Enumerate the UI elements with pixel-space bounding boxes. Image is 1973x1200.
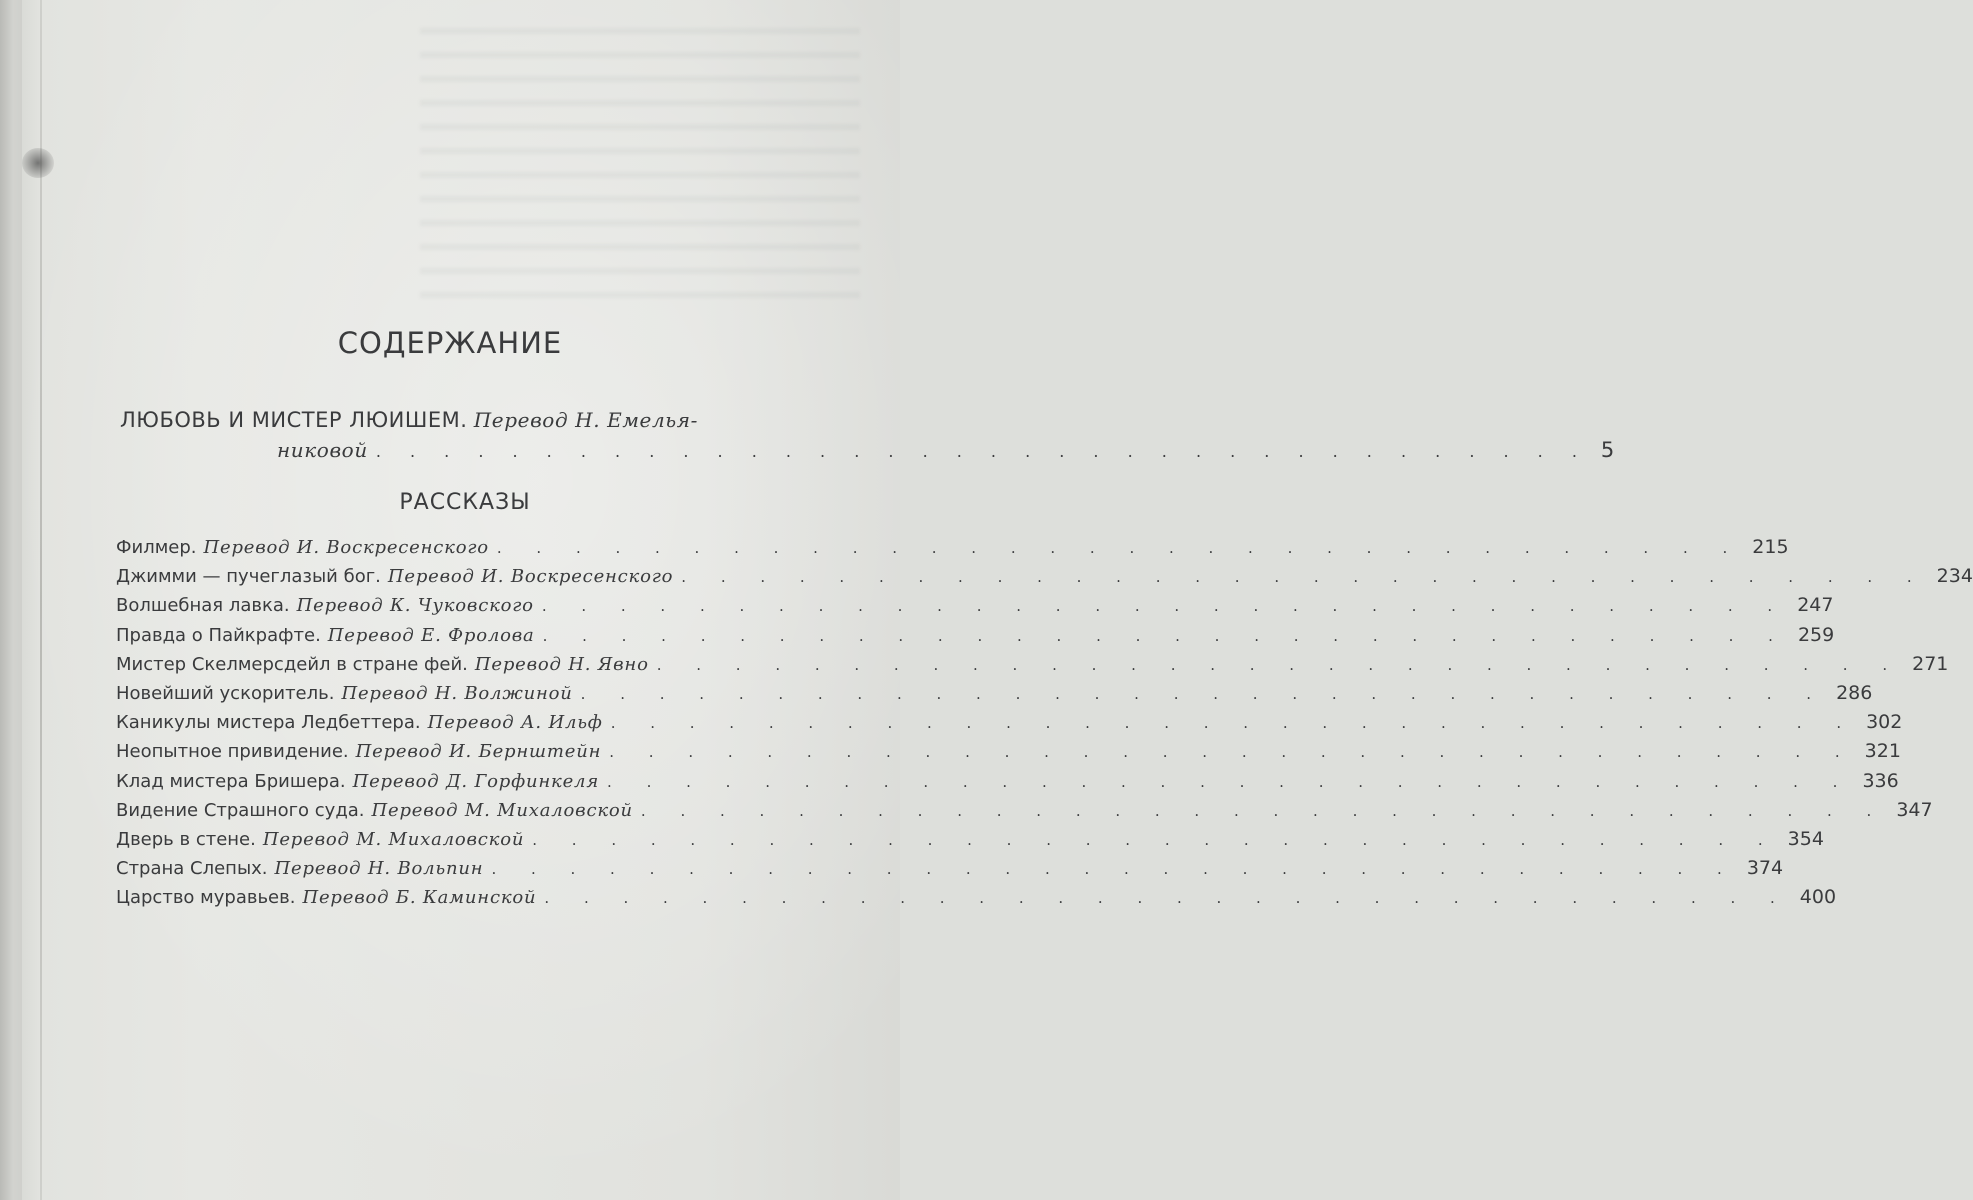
book-spine bbox=[0, 0, 22, 1200]
story-title: Волшебная лавка. bbox=[116, 595, 290, 617]
list-item bbox=[116, 798, 1933, 828]
story-title: Видение Страшного суда. bbox=[116, 799, 365, 821]
story-page: 374 bbox=[1746, 857, 1784, 880]
story-page: 271 bbox=[1912, 652, 1949, 675]
leader-dots: . . . . . . . . . . . . . . . . . . . . . . . . . . . . . . . . bbox=[607, 772, 1853, 791]
story-translator: Перевод И. Воскресенского bbox=[203, 537, 489, 558]
show-through-text bbox=[420, 10, 860, 310]
main-work-line1 bbox=[120, 405, 830, 435]
section-title: РАССКАЗЫ bbox=[399, 490, 531, 515]
story-page: 321 bbox=[1864, 740, 1901, 763]
story-translator: Перевод Б. Каминской bbox=[302, 887, 537, 909]
leader-dots: . . . . . . . . . . . . . . . . . . . . . . . . . . . . . . . . bbox=[580, 684, 1827, 703]
leader-dots: . . . . . . . . . . . . . . . . . . . . . . . . . . . . . . . . bbox=[681, 568, 1927, 587]
list-item bbox=[116, 536, 1789, 565]
list-item bbox=[116, 681, 1873, 711]
main-work-translator-1: Перевод Н. Емелья- bbox=[473, 408, 698, 432]
story-title: Страна Слепых. bbox=[116, 858, 268, 880]
leader-dots: . . . . . . . . . . . . . . . . . . . . . . . . . . . . . . . . bbox=[541, 597, 1788, 616]
list-item bbox=[116, 740, 1901, 769]
main-work-translator-2: никовой bbox=[277, 438, 368, 462]
story-translator: Перевод М. Михаловской bbox=[262, 828, 525, 850]
story-title: Царство муравьев. bbox=[116, 887, 296, 909]
story-page: 247 bbox=[1797, 594, 1834, 617]
leader-dots: . . . . . . . . . . . . . . . . . . . . . . . . . . . . . . . . bbox=[542, 626, 1788, 645]
list-item bbox=[116, 769, 1899, 799]
leader-dots: . . . . . . . . . . . . . . . . . . . . . . . . . . . . . . . . bbox=[640, 801, 1887, 820]
story-translator: Перевод Н. Явно bbox=[474, 653, 649, 675]
story-page: 347 bbox=[1896, 798, 1933, 821]
story-title: Новейший ускоритель. bbox=[116, 682, 335, 704]
list-item bbox=[116, 711, 1903, 740]
list-item bbox=[116, 623, 1835, 653]
main-work-title: ЛЮБОВЬ И МИСТЕР ЛЮИШЕМ. bbox=[120, 408, 468, 432]
leader-dots: . . . . . . . . . . . . . . . . . . . . . . . . . . . . . . . . . . . . bbox=[375, 442, 1589, 461]
leader-dots: . . . . . . . . . . . . . . . . . . . . . . . . . . . . . . . . bbox=[656, 655, 1903, 674]
story-page: 286 bbox=[1836, 681, 1873, 704]
story-page: 354 bbox=[1787, 827, 1824, 850]
story-title: Джимми — пучеглазый бог. bbox=[116, 566, 381, 588]
story-translator: Перевод М. Михаловской bbox=[371, 799, 633, 821]
stories-list bbox=[116, 536, 1973, 915]
list-item bbox=[116, 565, 1973, 594]
leader-dots: . . . . . . . . . . . . . . . . . . . . . . . . . . . . . . . . bbox=[532, 830, 1778, 849]
leader-dots: . . . . . . . . . . . . . . . . . . . . . . . . . . . . . . . . bbox=[610, 714, 1857, 733]
main-work-page: 5 bbox=[1600, 438, 1615, 462]
story-translator: Перевод Н. Волжиной bbox=[341, 682, 573, 704]
story-translator: Перевод И. Воскресенского bbox=[387, 566, 674, 588]
page-fold bbox=[40, 0, 42, 1200]
list-item bbox=[116, 857, 1784, 886]
story-title: Каникулы мистера Ледбеттера. bbox=[116, 712, 421, 734]
story-title: Мистер Скелмерсдейл в стране фей. bbox=[116, 653, 468, 675]
list-item bbox=[116, 594, 1834, 623]
story-page: 234 bbox=[1936, 565, 1973, 588]
story-translator: Перевод И. Бернштейн bbox=[355, 741, 602, 763]
story-page: 336 bbox=[1862, 769, 1899, 792]
story-title: Дверь в стене. bbox=[116, 828, 256, 850]
contents-title: СОДЕРЖАНИЕ bbox=[337, 326, 563, 360]
story-page: 259 bbox=[1797, 623, 1835, 646]
leader-dots: . . . . . . . . . . . . . . . . . . . . . . . . . . . . . . . . bbox=[491, 860, 1737, 879]
story-page: 215 bbox=[1752, 536, 1789, 558]
leader-dots: . . . . . . . . . . . . . . . . . . . . . . . . . . . . . . . . bbox=[609, 743, 1855, 762]
leader-dots: . . . . . . . . . . . . . . . . . . . . . . . . . . . . . . . . bbox=[544, 889, 1790, 908]
list-item bbox=[116, 886, 1837, 915]
story-translator: Перевод К. Чуковского bbox=[296, 595, 534, 617]
leader-dots: . . . . . . . . . . . . . . . . . . . . . . . . . . . . . . . . bbox=[496, 539, 1743, 557]
list-item bbox=[116, 827, 1824, 857]
story-page: 302 bbox=[1866, 711, 1903, 734]
main-work-entry bbox=[120, 405, 1615, 467]
story-title: Неопытное привидение. bbox=[116, 741, 349, 763]
list-item bbox=[116, 652, 1949, 682]
ink-smudge bbox=[22, 148, 54, 178]
story-page: 400 bbox=[1799, 886, 1837, 909]
main-work-line2 bbox=[120, 435, 1615, 467]
story-translator: Перевод А. Ильф bbox=[427, 712, 603, 734]
story-translator: Перевод Д. Горфинкеля bbox=[352, 770, 600, 792]
story-translator: Перевод Н. Вольпин bbox=[274, 858, 484, 880]
story-title: Правда о Пайкрафте. bbox=[116, 624, 321, 646]
story-translator: Перевод Е. Фролова bbox=[327, 624, 535, 646]
story-title: Клад мистера Бришера. bbox=[116, 770, 346, 792]
story-title: Филмер. bbox=[116, 537, 197, 558]
